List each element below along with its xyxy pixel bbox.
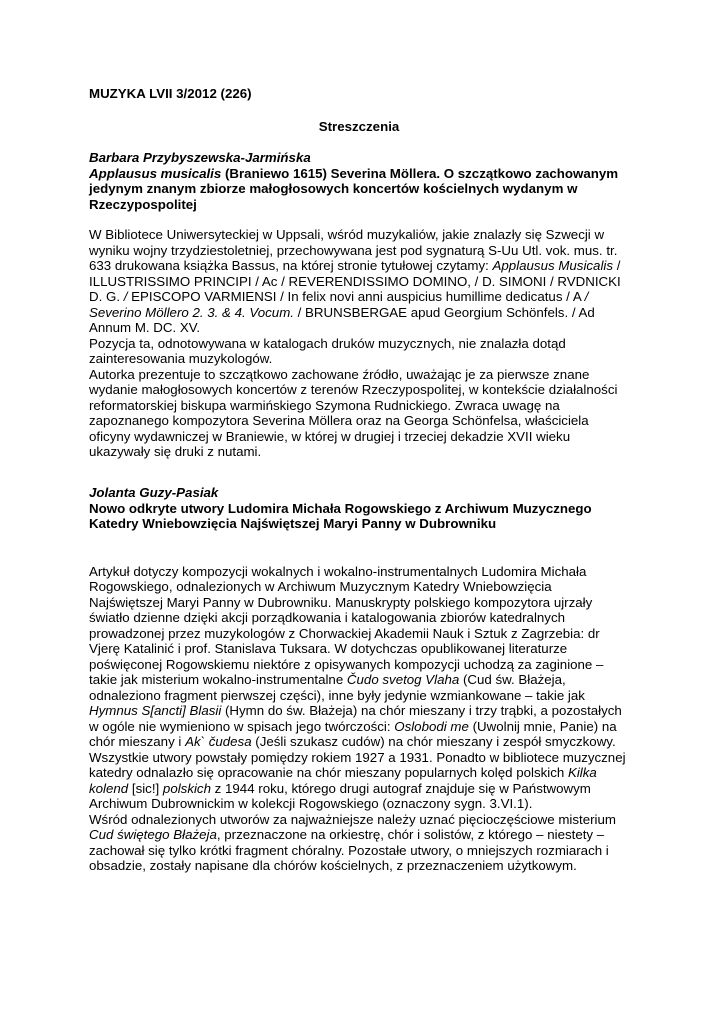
- italic-run: Čudo svetog Vlaha: [346, 672, 460, 687]
- title-rest: (Braniewo 1615) Severina Möllera. O szczątkowo zachowanym jedynym znanym zbiorze małogłosowych koncertów kościelnych wydanym w Rzeczypospolitej: [89, 165, 619, 212]
- abstract-paragraph: Autorka prezentuje to szczątkowo zachowane źródło, uważając je za pierwsze znane wydanie małogłosowych koncertów z terenów Rzeczypospolitej, w kontekście działalności reformatorskiej biskupa warmińskiego Szymona Rudnickiego. Zwraca uwagę na zapoznanego kompozytora Severina Möllera oraz na Georga Schönfelsa, właściciela oficyny wydawniczej w Braniewie, w której w drugiej i trzeciej dekadzie XVII wieku ukazywały się druki z nutami.: [89, 366, 618, 459]
- italic-run: Hymnus S[ancti] Blasii: [89, 703, 222, 718]
- abstract-paragraph: [89, 812, 629, 874]
- article-2: [89, 485, 629, 874]
- text-run: , przeznaczone na orkiestrę, chór i solistów, z którego – niestety – zachował się tylko krótki fragment chóralny. Pozostałe utwory, o mniejszych rozmiarach i obsadzie, zostały napisane dla chórów kościelnych, z przeznaczeniem użytkowym.: [89, 827, 609, 873]
- article-1: [89, 150, 629, 460]
- text-run: Artykuł dotyczy kompozycji wokalnych i wokalno-instrumentalnych Ludomira Michała Rogowskiego, odnalezionych w Archiwum Muzycznym Katedry Wniebowzięcia Najświętszej Maryi Panny w Dubrowniku. Manuskrypty polskiego kompozytora ujrzały światło dzienne dzięki akcji porządkowania i katalogowania zbiorów katedralnych prowadzonej przez muzykologów z Chorwackiej Akademii Nauk i Sztuk z Zagrzebia: dr Vjerę Katalinić i prof. Stanislava Tuksara. W dotychczas opublikowanej literaturze poświęconej Rogowskiemu niektóre z opisywanych kompozycji uchodzą za zaginione – takie jak misterium wokalno-instrumentalne: [89, 563, 604, 687]
- article-title: [89, 166, 629, 213]
- section-title: Streszczenia: [318, 119, 400, 134]
- italic-run: polskich: [162, 780, 211, 796]
- italic-run: Ak` čudesa: [185, 734, 252, 749]
- text-run: [sic!]: [128, 780, 163, 796]
- title-italic: Applausus musicalis: [89, 165, 222, 181]
- article-author: Jolanta Guzy-Pasiak: [89, 485, 219, 500]
- text-run: (Uwolnij mnie, Panie) na chór mieszany i: [89, 718, 617, 749]
- abstract-paragraph: [89, 564, 629, 812]
- abstract-paragraph: Pozycja ta, odnotowywana w katalogach druków muzycznych, nie znalazła dotąd zainteresowania muzykologów.: [89, 335, 566, 366]
- text-run: (Jeśli szukasz cudów) na chór mieszany i zespół smyczkowy. Wszystkie utwory powstały pomiędzy rokiem 1927 a 1931. Ponadto w bibliotece muzycznej katedry odnalazło się opracowanie na chór mieszany popularnych kolęd polskich: [89, 734, 626, 780]
- text-run: / ILLUSTRISSIMO PRINCIPI / Ac / REVERENDISSIMO DOMINO, / D. SIMONI / RVDNICKI D. G.: [89, 258, 621, 304]
- article-author: Barbara Przybyszewska-Jarmińska: [89, 150, 311, 165]
- italic-run: / Severino Möllero 2. 3. & 4. Vocum.: [89, 289, 589, 320]
- text-run: Wśród odnalezionych utworów za najważniejsze należy uznać pięcioczęściowe misterium: [89, 811, 616, 827]
- italic-run: Cud świętego Błażeja: [89, 827, 217, 842]
- italic-run: Oslobodi me: [394, 718, 469, 734]
- text-run: (Hymn do św. Błażeja) na chór mieszany i trzy trąbki, a pozostałych w ogóle nie wymieniono w spisach jego twórczości:: [89, 703, 622, 734]
- journal-header: MUZYKA LVII 3/2012 (226): [89, 86, 252, 101]
- text-run: (Cud św. Błażeja, odnaleziono fragment pierwszej części), inne były jedynie wzmiankowane – takie jak: [89, 672, 585, 703]
- text-run: EPISCOPO VARMIENSI / In felix novi anni auspicius humillime dedicatus / A: [127, 289, 585, 304]
- text-run: z 1944 roku, którego drugi autograf znajduje się w Państwowym Archiwum Dubrownickim w kolekcji Rogowskiego (oznaczony sygn. 3.VI.1).: [89, 780, 591, 811]
- italic-run: Applausus Musicalis: [492, 258, 613, 273]
- text-run: / BRUNSBERGAE apud Georgium Schönfels. / Ad Annum M. DC. XV.: [89, 304, 595, 335]
- italic-run: /: [123, 289, 128, 304]
- article-title: Nowo odkryte utwory Ludomira Michała Rogowskiego z Archiwum Muzycznego Katedry Wniebowzięcia Najświętszej Maryi Panny w Dubrowniku: [89, 500, 592, 531]
- abstract-paragraph: [89, 227, 629, 336]
- italic-run: Kilka kolend: [89, 765, 597, 796]
- text-run: W Bibliotece Uniwersyteckiej w Uppsali, wśród muzykaliów, jakie znalazły się Szwecji w wyniku wojny trzydziestoletniej, przechowywana jest pod sygnaturą S-Uu Utl. vok. mus. tr. 633 drukowana książka Bassus, na której stronie tytułowej czytamy:: [89, 227, 618, 273]
